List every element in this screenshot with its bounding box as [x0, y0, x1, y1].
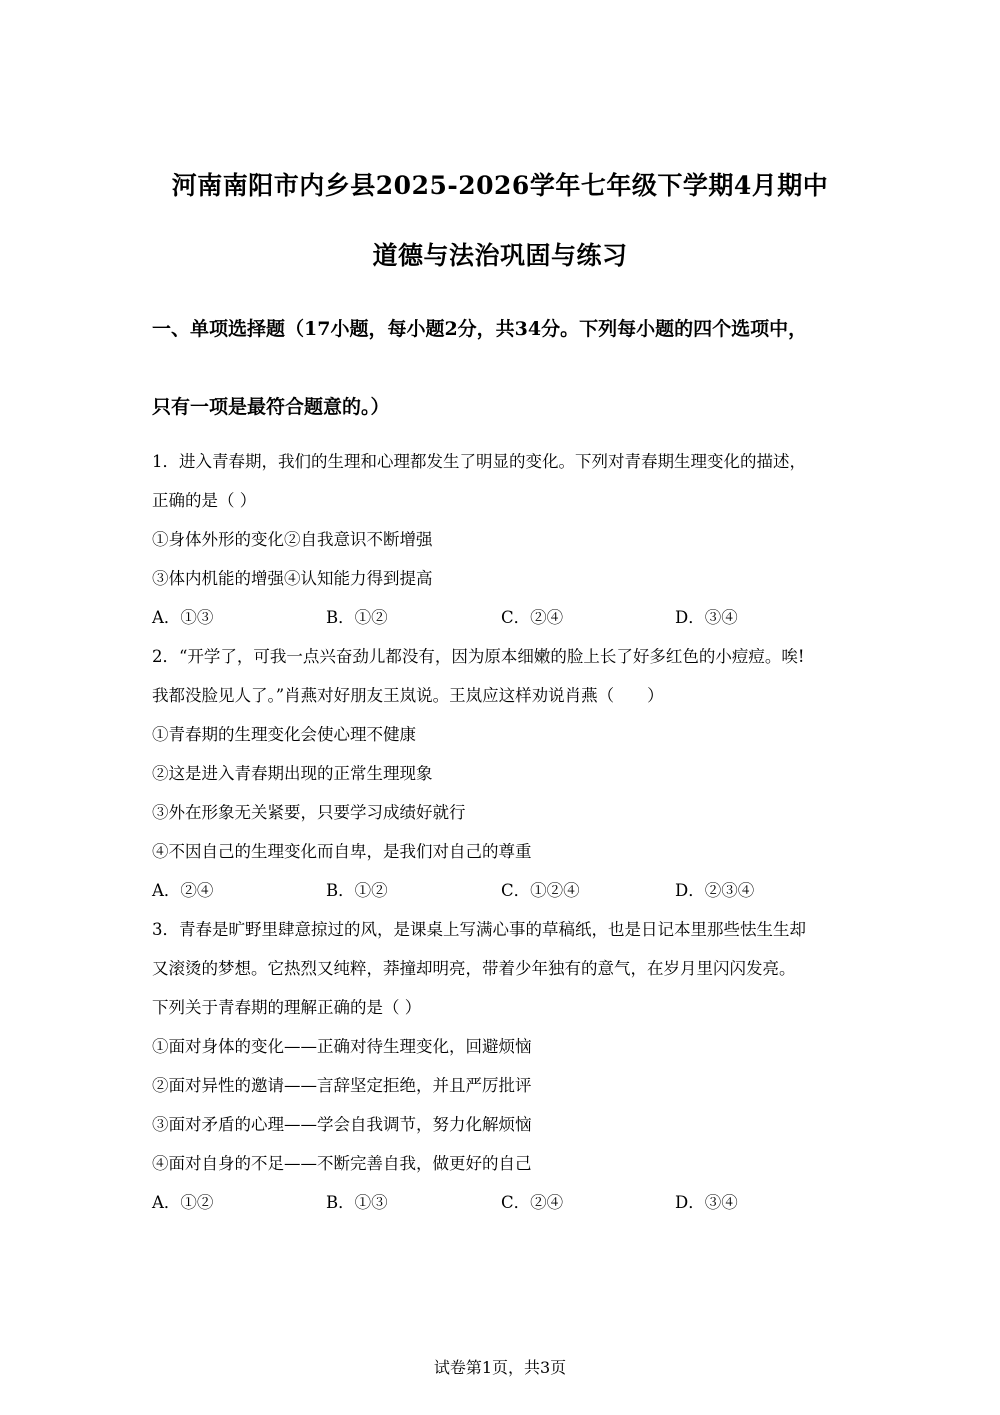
section-heading-line1: 一、单项选择题（17小题，每小题2分，共34分。下列每小题的四个选项中，	[152, 318, 808, 340]
section-heading-line2: 只有一项是最符合题意的。）	[152, 396, 390, 418]
option-d: D．③④	[675, 608, 738, 627]
statement-item: ②这是进入青春期出现的正常生理现象	[152, 764, 433, 783]
statement-item: ④面对自身的不足——不断完善自我，做更好的自己	[152, 1154, 532, 1173]
option-a: A．①②	[152, 1193, 214, 1212]
question-stem-line: 1．进入青春期，我们的生理和心理都发生了明显的变化。下列对青春期生理变化的描述，	[152, 452, 806, 471]
answer-options	[152, 871, 862, 910]
question-3	[152, 910, 862, 1222]
option-d: D．②③④	[675, 881, 755, 900]
option-a: A．②④	[152, 881, 214, 900]
question-stem-line: 下列关于青春期的理解正确的是（ ）	[152, 998, 422, 1017]
statement-item: ②面对异性的邀请——言辞坚定拒绝，并且严厉批评	[152, 1076, 532, 1095]
statement-item: ①身体外形的变化②自我意识不断增强	[152, 530, 433, 549]
statement-item: ①面对身体的变化——正确对待生理变化，回避烦恼	[152, 1037, 532, 1056]
document-title-line2: 道德与法治巩固与练习	[372, 241, 628, 270]
question-stem-line: 3．青春是旷野里肆意掠过的风，是课桌上写满心事的草稿纸，也是日记本里那些怯生生却	[152, 920, 806, 939]
option-c: C．①②④	[501, 881, 580, 900]
option-a: A．①③	[152, 608, 214, 627]
statement-item: ③面对矛盾的心理——学会自我调节，努力化解烦恼	[152, 1115, 532, 1134]
answer-options	[152, 1183, 862, 1222]
option-b: B．①②	[326, 881, 388, 900]
question-stem-line: 正确的是（ ）	[152, 491, 257, 510]
question-2	[152, 637, 862, 910]
document-title-line1: 河南南阳市内乡县2025-2026学年七年级下学期4月期中	[171, 171, 829, 200]
question-stem-line: 又滚烫的梦想。它热烈又纯粹，莽撞却明亮，带着少年独有的意气，在岁月里闪闪发亮。	[152, 959, 796, 978]
question-stem-line: 我都没脸见人了。”肖燕对好朋友王岚说。王岚应这样劝说肖燕（ ）	[152, 686, 664, 705]
option-b: B．①②	[326, 608, 388, 627]
statement-item: ③体内机能的增强④认知能力得到提高	[152, 569, 433, 588]
statement-item: ①青春期的生理变化会使心理不健康	[152, 725, 416, 744]
option-c: C．②④	[501, 1193, 564, 1212]
option-d: D．③④	[675, 1193, 738, 1212]
statement-item: ③外在形象无关紧要，只要学习成绩好就行	[152, 803, 466, 822]
question-stem-line: 2．“开学了，可我一点兴奋劲儿都没有，因为原本细嫩的脸上长了好多红色的小痘痘。唉!	[152, 647, 805, 666]
statement-item: ④不因自己的生理变化而自卑，是我们对自己的尊重	[152, 842, 532, 861]
question-1	[152, 442, 862, 637]
page-footer: 试卷第1页，共3页	[433, 1358, 567, 1377]
option-b: B．①③	[326, 1193, 388, 1212]
option-c: C．②④	[501, 608, 564, 627]
answer-options	[152, 598, 862, 637]
